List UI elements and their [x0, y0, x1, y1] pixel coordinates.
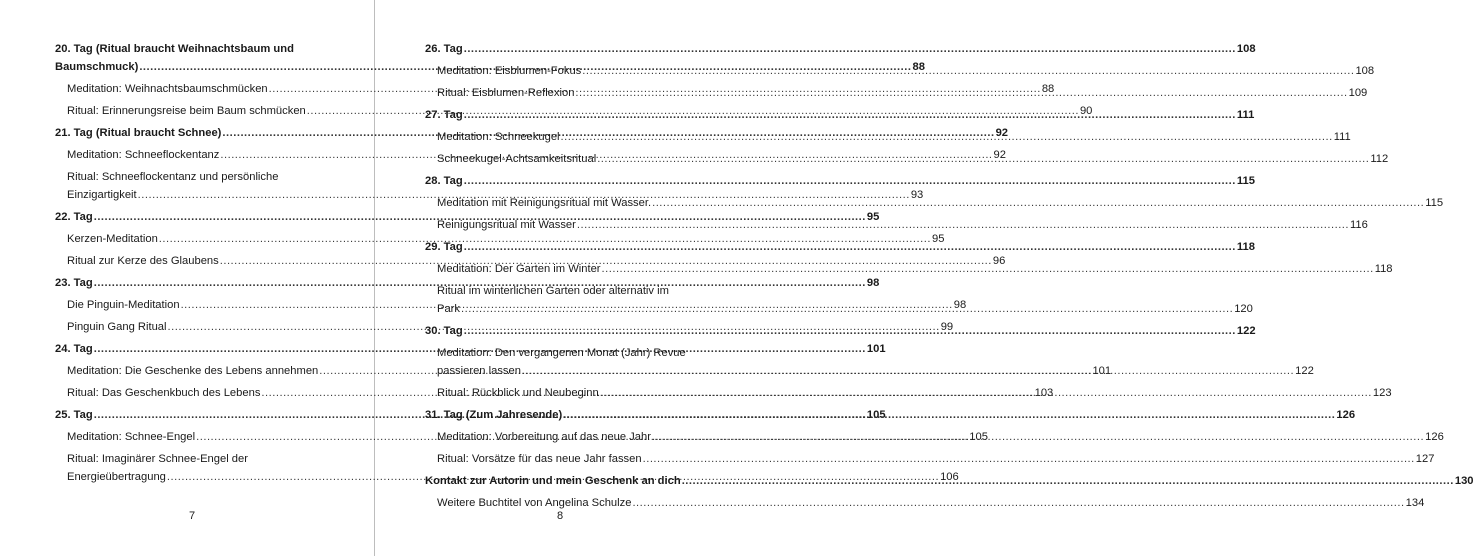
toc-entry-page-number: 115 — [1425, 197, 1444, 209]
toc-entry-page-number: 92 — [993, 149, 1006, 161]
dot-leader — [464, 104, 1236, 126]
toc-entry-page-number: 118 — [1374, 263, 1393, 275]
toc-entry-title: Park — [437, 303, 461, 315]
toc-entry-title: Schneekugel-Achtsamkeitsritual — [437, 153, 597, 165]
toc-entry-page-number: 93 — [910, 189, 924, 201]
dot-leader — [464, 236, 1236, 258]
toc-entry-title: Meditation: Vorbereitung auf das neue Jahr — [437, 431, 651, 443]
toc-entry-title: 31. Tag (Zum Jahresende) — [425, 409, 563, 421]
toc-entry-title: Meditation: Die Geschenke des Lebens annehmen — [67, 365, 319, 377]
dot-leader — [461, 300, 1233, 318]
toc-entry-title: Meditation: Eisblumen-Fokus — [437, 65, 582, 77]
dot-leader — [643, 448, 1415, 470]
toc-entry-title: Ritual: Eisblumen-Reflexion — [437, 87, 575, 99]
toc-entry-page-number: 108 — [1236, 43, 1256, 55]
toc-entry-page-number: 96 — [992, 255, 1006, 267]
toc-entry-title: Einzigartigkeit — [67, 189, 137, 201]
dot-leader — [522, 362, 1294, 380]
toc-entry-title: Reinigungsritual mit Wasser — [437, 219, 576, 231]
toc-entry-page-number: 130 — [1454, 475, 1474, 487]
toc-entry-title: 29. Tag — [425, 241, 463, 253]
toc-entry-title: 24. Tag — [55, 343, 93, 355]
toc-section-entry[interactable] — [425, 448, 1435, 470]
toc-entry-title: Kerzen-Meditation — [67, 233, 158, 245]
dot-leader — [464, 38, 1236, 60]
toc-entry-page-number: 112 — [1370, 153, 1389, 165]
dot-leader — [597, 148, 1369, 170]
toc-entry-page-number: 103 — [1034, 387, 1054, 399]
dot-leader — [577, 214, 1349, 236]
page-number: 8 — [557, 510, 564, 522]
toc-entry-title: Baumschmuck) — [55, 61, 139, 73]
toc-entry-title: Kontakt zur Autorin und mein Geschenk an dich — [425, 475, 681, 487]
toc-entry-title: 26. Tag — [425, 43, 463, 55]
toc-entry-page-number: 122 — [1295, 365, 1314, 377]
toc-entry-page-number: 127 — [1415, 453, 1435, 465]
toc-entry-page-number: 116 — [1350, 219, 1368, 231]
toc-entry-title: 28. Tag — [425, 175, 463, 187]
toc-entry-title: Meditation: Schneeflockentanz — [67, 149, 220, 161]
toc-entry-page-number: 88 — [912, 61, 925, 73]
toc-entry-page-number: 92 — [995, 127, 1009, 139]
toc-entry-title: Die Pinguin-Meditation — [67, 299, 180, 311]
dot-leader — [602, 258, 1374, 280]
toc-entry-title: Ritual: Vorsätze für das neue Jahr fassen — [437, 453, 642, 465]
dot-leader — [464, 320, 1236, 342]
toc-entry-page-number: 126 — [1336, 409, 1356, 421]
dot-leader — [464, 170, 1236, 192]
toc-entry-page-number: 111 — [1236, 109, 1255, 121]
toc-entry-title: Ritual zur Kerze des Glaubens — [67, 255, 219, 267]
toc-entry-title: Meditation: Weihnachtsbaumschmücken — [67, 83, 268, 95]
toc-entry-page-number: 90 — [1079, 105, 1093, 117]
dot-leader — [582, 60, 1354, 82]
dot-leader — [575, 82, 1347, 104]
toc-entry-title: Weitere Buchtitel von Angelina Schulze — [437, 497, 632, 509]
toc-entry-title: 22. Tag — [55, 211, 93, 223]
dot-leader — [652, 426, 1424, 448]
toc-entry-title: 21. Tag (Ritual braucht Schnee) — [55, 127, 222, 139]
toc-entry-page-number: 88 — [1041, 83, 1055, 95]
toc-entry-title-line: Meditation: Den vergangenen Monat (Jahr) Revue — [437, 347, 686, 359]
toc-entry-page-number: 126 — [1425, 431, 1444, 443]
toc-entry-page-number: 134 — [1405, 497, 1425, 509]
toc-entry-title-line: Ritual: Imaginärer Schnee-Engel der — [67, 453, 248, 465]
toc-entry-page-number: 95 — [866, 211, 880, 223]
toc-entry-title: Meditation: Der Garten im Winter — [437, 263, 601, 275]
toc-entry-title: Meditation: Schneekugel — [437, 131, 560, 143]
toc-entry-title: Ritual: Erinnerungsreise beim Baum schmücken — [67, 105, 306, 117]
toc-entry-title: 25. Tag — [55, 409, 93, 421]
toc-entry-title: 30. Tag — [425, 325, 463, 337]
toc-entry-title: Energieübertragung — [67, 471, 166, 483]
toc-entry-page-number: 108 — [1355, 65, 1375, 77]
toc-entry-page-number: 98 — [953, 299, 967, 311]
dot-leader — [632, 492, 1404, 514]
toc-entry-page-number: 101 — [866, 343, 886, 355]
dot-leader — [563, 404, 1335, 426]
toc-entry-page-number: 115 — [1236, 175, 1255, 187]
dot-leader — [652, 192, 1424, 214]
toc-entry-page-number: 95 — [931, 233, 945, 245]
toc-entry-page-number: 105 — [866, 409, 886, 421]
toc-entry-title: Meditation mit Reinigungsritual mit Wasser. — [437, 197, 652, 209]
toc-entry-title-line: 20. Tag (Ritual braucht Weihnachtsbaum und — [55, 43, 294, 55]
toc-entry-title: Meditation: Schnee-Engel — [67, 431, 196, 443]
toc-chapter-entry[interactable] — [425, 170, 1255, 192]
toc-chapter-entry[interactable] — [425, 38, 1256, 60]
toc-entry-page-number: 105 — [969, 431, 988, 443]
toc-entry-title: passieren lassen — [437, 365, 521, 377]
dot-leader — [561, 126, 1333, 148]
toc-entry-page-number: 122 — [1236, 325, 1256, 337]
toc-entry-title-line: Ritual: Schneeflockentanz und persönliche — [67, 171, 279, 183]
toc-entry-page-number: 101 — [1092, 365, 1112, 377]
toc-entry-page-number: 98 — [866, 277, 880, 289]
page-number: 7 — [189, 510, 196, 522]
dot-leader — [682, 470, 1454, 492]
toc-entry-page-number: 118 — [1236, 241, 1255, 253]
toc-entry-title: Ritual: Rückblick und Neubeginn — [437, 387, 599, 399]
toc-entry-page-number: 111 — [1333, 131, 1351, 143]
toc-entry-title: Ritual: Das Geschenkbuch des Lebens — [67, 387, 261, 399]
toc-entry-page-number: 99 — [940, 321, 954, 333]
toc-entry-page-number: 120 — [1234, 303, 1253, 315]
toc-entry-page-number: 109 — [1348, 87, 1368, 99]
toc-entry-page-number: 123 — [1372, 387, 1392, 399]
dot-leader — [600, 382, 1372, 404]
toc-entry-title: 23. Tag — [55, 277, 93, 289]
toc-entry-title: Pinguin Gang Ritual — [67, 321, 167, 333]
toc-entry-title-line: Ritual im winterlichen Garten oder alternativ im — [437, 285, 669, 297]
toc-entry-title: 27. Tag — [425, 109, 463, 121]
toc-entry-page-number: 106 — [940, 471, 959, 483]
